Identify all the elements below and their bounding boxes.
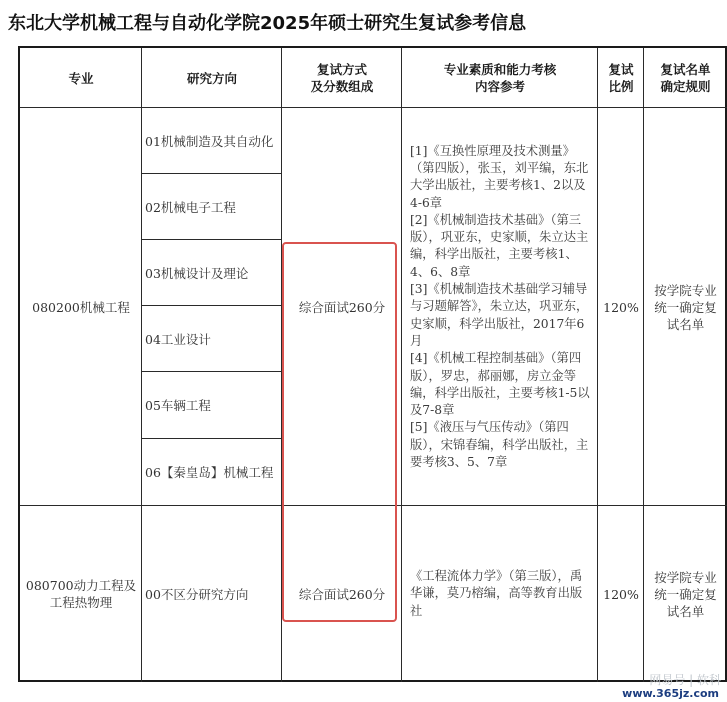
- header-direction: [142, 48, 282, 108]
- reference-text: 《工程流体力学》（第三版），禹华谦，莫乃榕编，高等教育出版社: [410, 569, 583, 618]
- highlight-box: [282, 242, 397, 622]
- watermark: 网易号 | 软科: [649, 673, 721, 687]
- direction-divider: [142, 438, 282, 439]
- header-ratio: [598, 48, 644, 108]
- row-divider: [20, 107, 727, 108]
- direction-cell: [142, 506, 282, 682]
- header-ratio-line1: 复试: [608, 62, 634, 77]
- reference-cell: [402, 506, 598, 682]
- direction-divider: [142, 305, 282, 306]
- reference-text: [1]《互换性原理及技术测量》（第四版），张玉，刘平编，东北大学出版社，主要考核1、2以及4-6章 [2]《机械制造技术基础》（第三版），巩亚东，史家顺，朱立达主编，科学出版社，主要考核1、4、6、8章 [3]《机械制造技术基础学习辅导与习题解答》，朱立达，巩亚东，史家顺，科学出版社，2017年6月 [4]《机械工程控制基础》（第四版），罗忠，郝丽娜，房立金等编，科学出版社，主要考核1-5以及7-8章 [5]《液压与气压传动》（第四版），宋锦春编，科学出版社，主要考核3、5、7章: [410, 143, 590, 470]
- direction-cell: [142, 372, 282, 439]
- method-value: 综合面试260分: [298, 586, 386, 602]
- major-cell: [20, 506, 142, 682]
- ratio-cell: [598, 108, 644, 506]
- column-divider: [141, 48, 142, 682]
- column-divider: [597, 48, 598, 682]
- method-value: 综合面试260分: [298, 299, 386, 315]
- direction-label: 03机械设计及理论: [145, 265, 249, 281]
- header-major-label: 专业: [68, 70, 94, 86]
- rule-text: 按学院专业统一确定复试名单: [654, 569, 717, 619]
- direction-label: 06【秦皇岛】机械工程: [145, 465, 274, 480]
- direction-cell: [142, 174, 282, 240]
- rule-text: 按学院专业统一确定复试名单: [654, 282, 717, 332]
- ratio-cell: [598, 506, 644, 682]
- header-major: [20, 48, 142, 108]
- header-content-line2: 内容参考: [474, 79, 525, 94]
- header-method-line1: 复试方式: [316, 62, 367, 77]
- direction-label: 01机械制造及其自动化: [145, 133, 274, 149]
- major-name: 080200机械工程: [32, 299, 130, 315]
- direction-cell: [142, 306, 282, 372]
- direction-cell: [142, 240, 282, 306]
- header-rule-line2: 确定规则: [660, 79, 711, 94]
- rule-cell: [644, 506, 727, 682]
- direction-divider: [142, 173, 282, 174]
- direction-label: 02机械电子工程: [145, 199, 236, 215]
- header-content: [402, 48, 598, 108]
- direction-label: 05车辆工程: [145, 398, 211, 413]
- ratio-value: 120%: [603, 586, 639, 602]
- reference-cell: [402, 108, 598, 506]
- header-method: [282, 48, 402, 108]
- watermark-url: www.365jz.com: [622, 687, 719, 700]
- header-content-line1: 专业素质和能力考核: [443, 62, 557, 77]
- direction-divider: [142, 371, 282, 372]
- header-rule-line1: 复试名单: [660, 62, 711, 77]
- major-name: 080700动力工程及工程热物理: [25, 578, 137, 610]
- header-rule: [644, 48, 727, 108]
- direction-label: 04工业设计: [145, 331, 211, 347]
- page-title: 东北大学机械工程与自动化学院2025年硕士研究生复试参考信息: [8, 13, 527, 34]
- header-method-line2: 及分数组成: [310, 79, 374, 94]
- direction-cell: [142, 108, 282, 174]
- direction-divider: [142, 239, 282, 240]
- column-divider: [401, 48, 402, 682]
- ratio-value: 120%: [603, 299, 639, 315]
- direction-label: 00不区分研究方向: [145, 586, 249, 602]
- column-divider: [643, 48, 644, 682]
- header-direction-label: 研究方向: [186, 70, 237, 86]
- direction-cell: [142, 439, 282, 506]
- major-cell: [20, 108, 142, 506]
- header-ratio-line2: 比例: [608, 79, 634, 94]
- rule-cell: [644, 108, 727, 506]
